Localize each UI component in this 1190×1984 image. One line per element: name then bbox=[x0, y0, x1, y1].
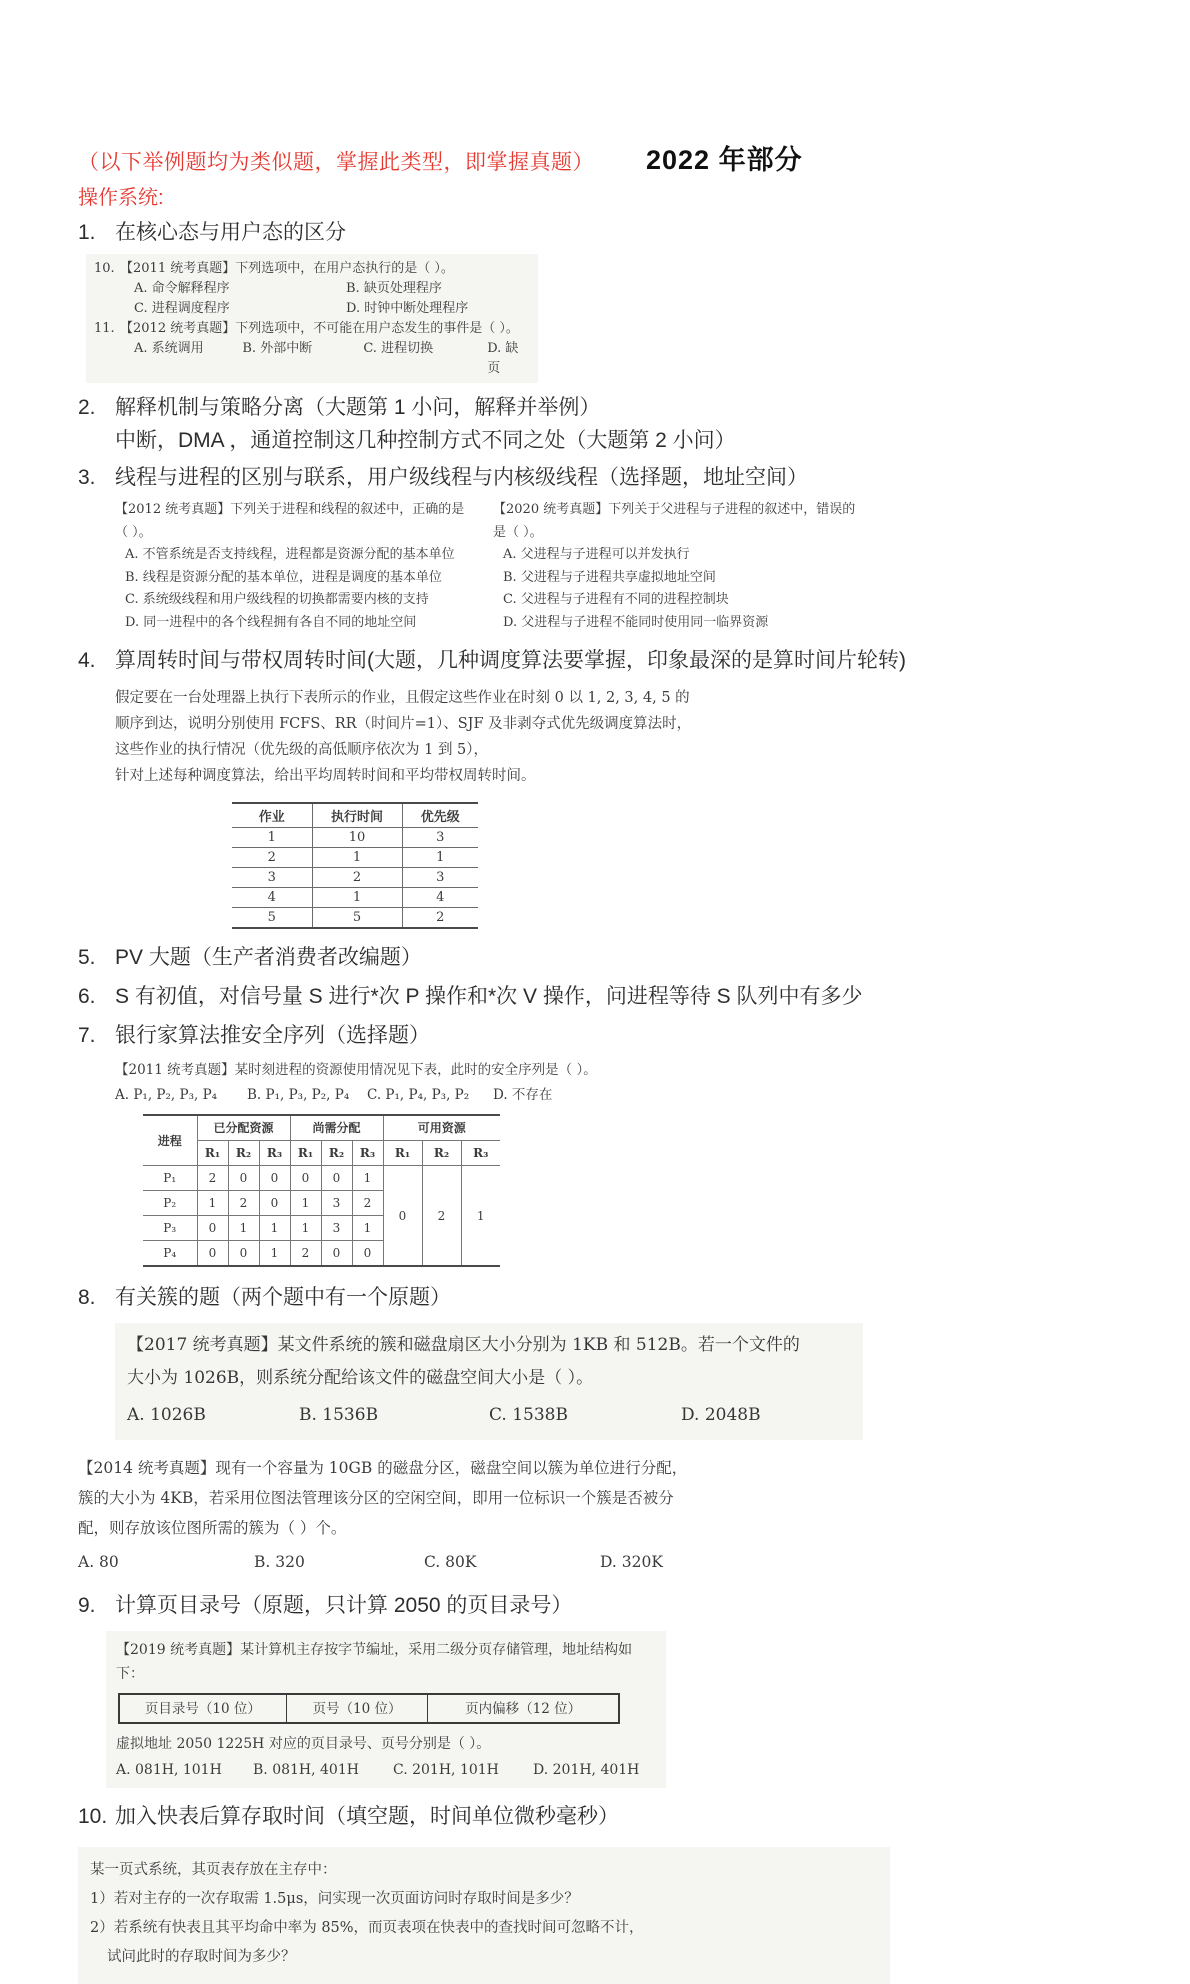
cell: 5 bbox=[232, 908, 312, 929]
item-number: 8. bbox=[78, 1286, 96, 1309]
sub-header: R₁ bbox=[383, 1141, 422, 1166]
cell: 2 bbox=[352, 1191, 383, 1216]
item-3-heading bbox=[78, 463, 1135, 492]
option: B. 缺页处理程序 bbox=[346, 281, 442, 296]
cell: 1 bbox=[197, 1191, 228, 1216]
cell: 4 bbox=[232, 888, 312, 908]
question-stem-text: 虚拟地址 2050 1225H 对应的页目录号、页号分别是（ ）。 bbox=[116, 1736, 491, 1752]
sub-header: R₂ bbox=[321, 1141, 352, 1166]
item-number: 3. bbox=[78, 466, 96, 489]
table-subheader-row bbox=[143, 1141, 500, 1166]
sub-header: R₃ bbox=[352, 1141, 383, 1166]
table-row bbox=[232, 848, 478, 868]
option: D. 同一进程中的各个线程拥有各自不同的地址空间 bbox=[125, 614, 417, 630]
item-number: 6. bbox=[78, 985, 96, 1008]
paragraph-line: 顺序到达，说明分别使用 FCFS、RR（时间片=1）、SJF 及非剥夺式优先级调度算法时， bbox=[115, 716, 692, 732]
sub-header: R₃ bbox=[259, 1141, 290, 1166]
cell: 0 bbox=[352, 1241, 383, 1267]
cell: 3 bbox=[321, 1216, 352, 1241]
cell: 1 bbox=[312, 888, 402, 908]
item-number: 1. bbox=[78, 221, 96, 244]
options-row bbox=[127, 1399, 851, 1432]
item-number: 9. bbox=[78, 1594, 96, 1617]
cell: 0 bbox=[228, 1166, 259, 1191]
item-text: 解释机制与策略分离（大题第 1 小问，解释并举例） bbox=[115, 396, 601, 419]
item-number: 4. bbox=[78, 649, 96, 672]
column-header: 进程 bbox=[143, 1115, 197, 1166]
cell: 2 bbox=[402, 908, 478, 929]
item-9-heading bbox=[78, 1591, 1135, 1620]
question-stem-text: 【2012 统考真题】下列关于进程和线程的叙述中，正确的是（ ）。 bbox=[115, 502, 465, 540]
option: B. 081H, 401H bbox=[253, 1762, 359, 1778]
item-text: 线程与进程的区别与联系，用户级线程与内核级线程（选择题，地址空间） bbox=[115, 466, 808, 489]
cell: 0 bbox=[259, 1166, 290, 1191]
exercise-line: 试问此时的存取时间为多少？ bbox=[107, 1949, 296, 1965]
question-2020 bbox=[493, 499, 859, 634]
option: D. 不存在 bbox=[493, 1087, 553, 1103]
question-number: 10. bbox=[94, 261, 115, 276]
question-stem-text: 【2020 统考真题】下列关于父进程与子进程的叙述中，错误的是（ ）。 bbox=[493, 502, 856, 540]
sub-header: R₁ bbox=[197, 1141, 228, 1166]
table-header-row bbox=[143, 1115, 500, 1141]
table-row bbox=[232, 908, 478, 929]
cell: 3 bbox=[402, 828, 478, 848]
snippet-cluster-2017 bbox=[115, 1323, 863, 1440]
option: B. 父进程与子进程共享虚拟地址空间 bbox=[503, 569, 716, 585]
column-header: 执行时间 bbox=[312, 803, 402, 828]
snippet-banker-question bbox=[115, 1059, 1135, 1267]
cell: 1 bbox=[312, 848, 402, 868]
cell: 10 bbox=[312, 828, 402, 848]
job-table bbox=[232, 802, 478, 929]
sub-header: R₃ bbox=[461, 1141, 500, 1166]
item-2-heading bbox=[78, 393, 1135, 422]
cell: 1 bbox=[228, 1216, 259, 1241]
item-text: 有关簇的题（两个题中有一个原题） bbox=[115, 1286, 451, 1309]
option: A. 系统调用 bbox=[134, 341, 204, 356]
cell: 1 bbox=[290, 1191, 321, 1216]
snippet-usermode-questions bbox=[86, 254, 538, 383]
question-2012 bbox=[115, 499, 467, 634]
item-text: 银行家算法推安全序列（选择题） bbox=[115, 1024, 430, 1047]
group-header: 尚需分配 bbox=[290, 1115, 383, 1141]
cell: 0 bbox=[197, 1216, 228, 1241]
item-5-heading bbox=[78, 943, 1135, 972]
options-row bbox=[78, 1547, 878, 1577]
paragraph-line: 针对上述每种调度算法，给出平均周转时间和平均带权周转时间。 bbox=[115, 768, 536, 784]
question-number: 11. bbox=[94, 321, 115, 336]
item-text: 计算页目录号（原题，只计算 2050 的页目录号） bbox=[115, 1594, 573, 1617]
item-7-heading bbox=[78, 1021, 1135, 1050]
sub-header: R₂ bbox=[422, 1141, 461, 1166]
snippet-tlb-access-time bbox=[78, 1847, 890, 1984]
snippet-scheduling-exercise bbox=[115, 685, 1135, 929]
cell: 3 bbox=[402, 868, 478, 888]
banker-table bbox=[143, 1114, 500, 1267]
cell: 0 bbox=[259, 1191, 290, 1216]
item-2-line2: 中断，DMA ，通道控制这几种控制方式不同之处（大题第 2 小问） bbox=[115, 429, 736, 452]
item-text: 算周转时间与带权周转时间(大题，几种调度算法要掌握，印象最深的是算时间片轮转) bbox=[115, 649, 906, 672]
option: A. 1026B bbox=[127, 1405, 206, 1425]
cell: 0 bbox=[197, 1241, 228, 1267]
question-stem-text: 【2012 统考真题】下列选项中，不可能在用户态发生的事件是（ ）。 bbox=[120, 321, 519, 336]
question-stem-text: 配，则存放该位图所需的簇为（ ）个。 bbox=[78, 1519, 347, 1537]
table-row bbox=[232, 888, 478, 908]
cell: 0 bbox=[321, 1241, 352, 1267]
option: D. 320K bbox=[600, 1553, 663, 1571]
item-text: 加入快表后算存取时间（填空题，时间单位微秒毫秒） bbox=[115, 1805, 619, 1828]
item-10-heading bbox=[78, 1802, 1135, 1831]
option: A. 不管系统是否支持线程，进程都是资源分配的基本单位 bbox=[125, 547, 455, 562]
available-cell: 1 bbox=[461, 1166, 500, 1267]
option: A. P₁, P₂, P₃, P₄ bbox=[115, 1087, 218, 1103]
option: C. 1538B bbox=[489, 1405, 568, 1425]
cell: 1 bbox=[259, 1216, 290, 1241]
option: A. 80 bbox=[78, 1553, 119, 1571]
question-stem bbox=[94, 259, 530, 279]
exercise-line: 某一页式系统，其页表存放在主存中： bbox=[90, 1862, 337, 1878]
option: C. 进程调度程序 bbox=[134, 301, 230, 316]
cell: 2 bbox=[197, 1166, 228, 1191]
option: B. P₁, P₃, P₂, P₄ bbox=[247, 1087, 350, 1103]
cell: 1 bbox=[402, 848, 478, 868]
option: C. 201H, 101H bbox=[393, 1762, 499, 1778]
option: A. 父进程与子进程可以并发执行 bbox=[503, 547, 690, 562]
table-row bbox=[119, 1694, 619, 1723]
cell: 2 bbox=[232, 848, 312, 868]
options-grid bbox=[134, 279, 530, 319]
available-cell: 2 bbox=[422, 1166, 461, 1267]
item-text: PV 大题（生产者消费者改编题） bbox=[115, 946, 422, 969]
cell: 0 bbox=[290, 1166, 321, 1191]
cell: 2 bbox=[312, 868, 402, 888]
question-stem bbox=[94, 319, 530, 339]
option: C. 进程切换 bbox=[363, 341, 434, 356]
options-row bbox=[134, 339, 530, 379]
item-1-heading bbox=[78, 218, 1135, 247]
item-4-heading bbox=[78, 646, 1135, 675]
address-structure-table bbox=[118, 1693, 620, 1724]
cell: P₃ bbox=[143, 1216, 197, 1241]
cell: P₁ bbox=[143, 1166, 197, 1191]
cell: 1 bbox=[259, 1241, 290, 1267]
table-row bbox=[143, 1166, 500, 1191]
option: C. 系统级线程和用户级线程的切换都需要内核的支持 bbox=[125, 592, 429, 607]
cell: 1 bbox=[232, 828, 312, 848]
cell: 2 bbox=[228, 1191, 259, 1216]
item-number: 7. bbox=[78, 1024, 96, 1047]
table-row bbox=[232, 868, 478, 888]
question-stem-text: 【2019 统考真题】某计算机主存按字节编址，采用二级分页存储管理，地址结构如下： bbox=[116, 1642, 633, 1682]
cell: 5 bbox=[312, 908, 402, 929]
sub-header: R₁ bbox=[290, 1141, 321, 1166]
cell: 3 bbox=[321, 1191, 352, 1216]
header-row bbox=[78, 138, 1135, 177]
cell: 1 bbox=[290, 1216, 321, 1241]
item-number: 10. bbox=[78, 1805, 108, 1828]
option: D. 2048B bbox=[681, 1405, 761, 1425]
exercise-line: 1）若对主存的一次存取需 1.5μs，问实现一次页面访问时存取时间是多少？ bbox=[90, 1891, 579, 1907]
question-stem-text: 簇的大小为 4KB，若采用位图法管理该分区的空闲空间，即用一位标识一个簇是否被分 bbox=[78, 1489, 674, 1507]
cell: 0 bbox=[321, 1166, 352, 1191]
question-stem-text: 大小为 1026B，则系统分配给该文件的磁盘空间大小是（ ）。 bbox=[127, 1368, 594, 1388]
option: D. 缺页 bbox=[487, 341, 519, 376]
item-number: 2. bbox=[78, 396, 96, 419]
option: C. 80K bbox=[424, 1553, 477, 1571]
group-header: 可用资源 bbox=[383, 1115, 500, 1141]
address-field: 页目录号（10 位） bbox=[119, 1694, 286, 1723]
cell: 1 bbox=[352, 1166, 383, 1191]
cell: 1 bbox=[352, 1216, 383, 1241]
cell: P₂ bbox=[143, 1191, 197, 1216]
item-8-heading bbox=[78, 1283, 1135, 1312]
exercise-line: 2）若系统有快表且其平均命中率为 85%，而页表项在快表中的查找时间可忽略不计， bbox=[90, 1920, 644, 1936]
snippet-thread-process-questions bbox=[115, 499, 1135, 634]
option: B. 320 bbox=[254, 1553, 305, 1571]
note-red: （以下举例题均为类似题，掌握此类型，即掌握真题） bbox=[78, 151, 594, 174]
options-row bbox=[115, 1084, 1135, 1106]
cell: 0 bbox=[228, 1241, 259, 1267]
cell: 3 bbox=[232, 868, 312, 888]
paragraph-line: 这些作业的执行情况（优先级的高低顺序依次为 1 到 5）， bbox=[115, 742, 489, 758]
table-header-row bbox=[232, 803, 478, 828]
page-title: 2022 年部分 bbox=[646, 145, 803, 175]
item-text: S 有初值，对信号量 S 进行*次 P 操作和*次 V 操作，问进程等待 S 队列中有多少 bbox=[115, 985, 863, 1008]
address-field: 页内偏移（12 位） bbox=[428, 1694, 619, 1723]
option: D. 父进程与子进程不能同时使用同一临界资源 bbox=[503, 614, 769, 630]
snippet-page-directory-2019 bbox=[106, 1631, 666, 1788]
question-stem-text: 【2011 统考真题】下列选项中，在用户态执行的是（ ）。 bbox=[120, 261, 454, 276]
group-header: 已分配资源 bbox=[197, 1115, 290, 1141]
option: B. 1536B bbox=[299, 1405, 379, 1425]
cell: 2 bbox=[290, 1241, 321, 1267]
option: D. 时钟中断处理程序 bbox=[346, 301, 469, 316]
option: B. 线程是资源分配的基本单位，进程是调度的基本单位 bbox=[125, 569, 442, 585]
snippet-cluster-2014 bbox=[78, 1453, 878, 1577]
item-6-heading bbox=[78, 982, 1135, 1011]
option: C. P₁, P₄, P₃, P₂ bbox=[367, 1087, 470, 1103]
question-stem-text: 【2011 统考真题】某时刻进程的资源使用情况见下表，此时的安全序列是（ ）。 bbox=[115, 1062, 597, 1078]
option: D. 201H, 401H bbox=[533, 1762, 640, 1778]
option: A. 081H, 101H bbox=[116, 1762, 222, 1778]
column-header: 优先级 bbox=[402, 803, 478, 828]
column-header: 作业 bbox=[232, 803, 312, 828]
sub-header: R₂ bbox=[228, 1141, 259, 1166]
available-cell: 0 bbox=[383, 1166, 422, 1267]
option: A. 命令解释程序 bbox=[134, 281, 230, 296]
table-row bbox=[232, 828, 478, 848]
item-text: 在核心态与用户态的区分 bbox=[115, 221, 346, 244]
options-row bbox=[116, 1758, 656, 1782]
cell: 4 bbox=[402, 888, 478, 908]
question-stem-text: 【2014 统考真题】现有一个容量为 10GB 的磁盘分区，磁盘空间以簇为单位进行分配， bbox=[78, 1459, 688, 1477]
option: B. 外部中断 bbox=[242, 341, 313, 356]
question-stem-text: 【2017 统考真题】某文件系统的簇和磁盘扇区大小分别为 1KB 和 512B。若一个文件的 bbox=[127, 1335, 800, 1355]
option: C. 父进程与子进程有不同的进程控制块 bbox=[503, 592, 729, 607]
item-number: 5. bbox=[78, 946, 96, 969]
section-label: 操作系统: bbox=[78, 187, 164, 209]
cell: P₄ bbox=[143, 1241, 197, 1267]
paragraph-line: 假定要在一台处理器上执行下表所示的作业，且假定这些作业在时刻 0 以 1, 2, 3, 4, 5 的 bbox=[115, 690, 690, 706]
address-field: 页号（10 位） bbox=[286, 1694, 427, 1723]
exercise-paragraph bbox=[115, 685, 1135, 789]
